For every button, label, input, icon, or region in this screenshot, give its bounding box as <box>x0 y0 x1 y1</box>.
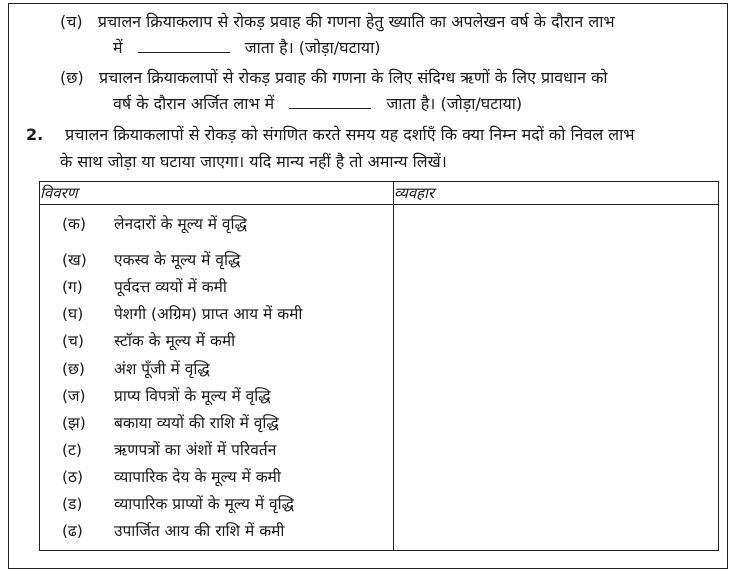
item-marker: (घ) <box>62 305 84 323</box>
question-marker: (च) <box>60 12 83 31</box>
item-text: बकाया व्ययों की राशि में वृद्धि <box>114 414 279 432</box>
list-item <box>62 386 271 406</box>
item-marker: (ठ) <box>62 468 84 486</box>
question-cha-line1 <box>60 12 615 32</box>
list-item <box>62 413 279 433</box>
item-marker: (ट) <box>62 441 82 459</box>
item-text: अंश पूँजी में वृद्धि <box>114 360 210 378</box>
treatment-answer-cell[interactable] <box>394 205 719 551</box>
question-chha-line1 <box>60 68 608 88</box>
item-marker: (ढ) <box>62 522 83 540</box>
list-item <box>62 467 281 487</box>
item-text: पेशगी (अग्रिम) प्राप्त आय में कमी <box>114 305 303 323</box>
question-2-line2 <box>60 152 447 172</box>
item-text: एकस्व के मूल्य में वृद्धि <box>114 251 241 269</box>
list-item <box>62 250 240 270</box>
item-marker: (छ) <box>62 360 85 378</box>
item-marker: (ज) <box>62 387 86 405</box>
question-2-line1 <box>26 125 635 145</box>
item-text: उपार्जित आय की राशि में कमी <box>114 522 285 540</box>
question-text: वर्ष के दौरान अर्जित लाभ में <box>113 94 275 113</box>
items-table <box>39 181 719 551</box>
list-item <box>62 521 284 541</box>
question-marker: (छ) <box>60 68 84 87</box>
question-text: जाता है। (जोड़ा/घटाया) <box>244 38 381 57</box>
item-text: व्यापारिक प्राप्यों के मूल्य में वृद्धि <box>114 495 295 513</box>
item-text: स्टॉक के मूल्य में कमी <box>114 332 236 350</box>
items-cell <box>40 205 394 551</box>
item-text: पूर्वदत्त व्ययों में कमी <box>114 278 227 296</box>
question-text: प्रचालन क्रियाकलापों से रोकड़ को संगणित करते समय यह दर्शाएँ कि क्या निम्न मदों को निवल लाभ <box>65 125 635 144</box>
list-item <box>62 277 227 297</box>
question-text: में <box>113 38 123 57</box>
item-text: प्राप्य विपत्रों के मूल्य में वृद्धि <box>114 387 271 405</box>
answer-blank[interactable] <box>138 38 230 53</box>
list-item <box>62 440 276 460</box>
answer-blank[interactable] <box>289 94 371 109</box>
question-number: 2. <box>26 125 44 144</box>
list-item <box>62 214 247 234</box>
header-description: विवरण <box>40 182 394 205</box>
list-item <box>62 331 235 351</box>
item-marker: (च) <box>62 332 84 350</box>
header-treatment: व्यवहार <box>394 182 719 205</box>
item-marker: (झ) <box>62 414 86 432</box>
list-item <box>62 304 302 324</box>
question-chha-line2 <box>113 94 522 114</box>
question-text: जाता है। (जोड़ा/घटाया) <box>386 94 523 113</box>
list-item <box>62 359 210 379</box>
list-item <box>62 494 294 514</box>
item-marker: (क) <box>62 215 86 233</box>
item-text: व्यापारिक देय के मूल्य में कमी <box>114 468 281 486</box>
question-text: प्रचालन क्रियाकलाप से रोकड़ प्रवाह की गणना हेतु ख्याति का अपलेखन वर्ष के दौरान लाभ <box>97 12 615 31</box>
question-text: प्रचालन क्रियाकलापों से रोकड़ प्रवाह की गणना के लिए संदिग्ध ऋणों के लिए प्रावधान को <box>98 68 608 87</box>
item-text: लेनदारों के मूल्य में वृद्धि <box>114 215 247 233</box>
item-marker: (ख) <box>62 251 87 269</box>
item-marker: (ग) <box>62 278 83 296</box>
item-marker: (ड) <box>62 495 83 513</box>
question-cha-line2 <box>113 38 380 58</box>
item-text: ऋणपत्रों का अंशों में परिवर्तन <box>114 441 277 459</box>
table-body-row <box>40 205 719 551</box>
question-text: के साथ जोड़ा या घटाया जाएगा। यदि मान्य नहीं है तो अमान्य लिखें। <box>60 152 447 171</box>
table-header-row <box>40 182 719 205</box>
